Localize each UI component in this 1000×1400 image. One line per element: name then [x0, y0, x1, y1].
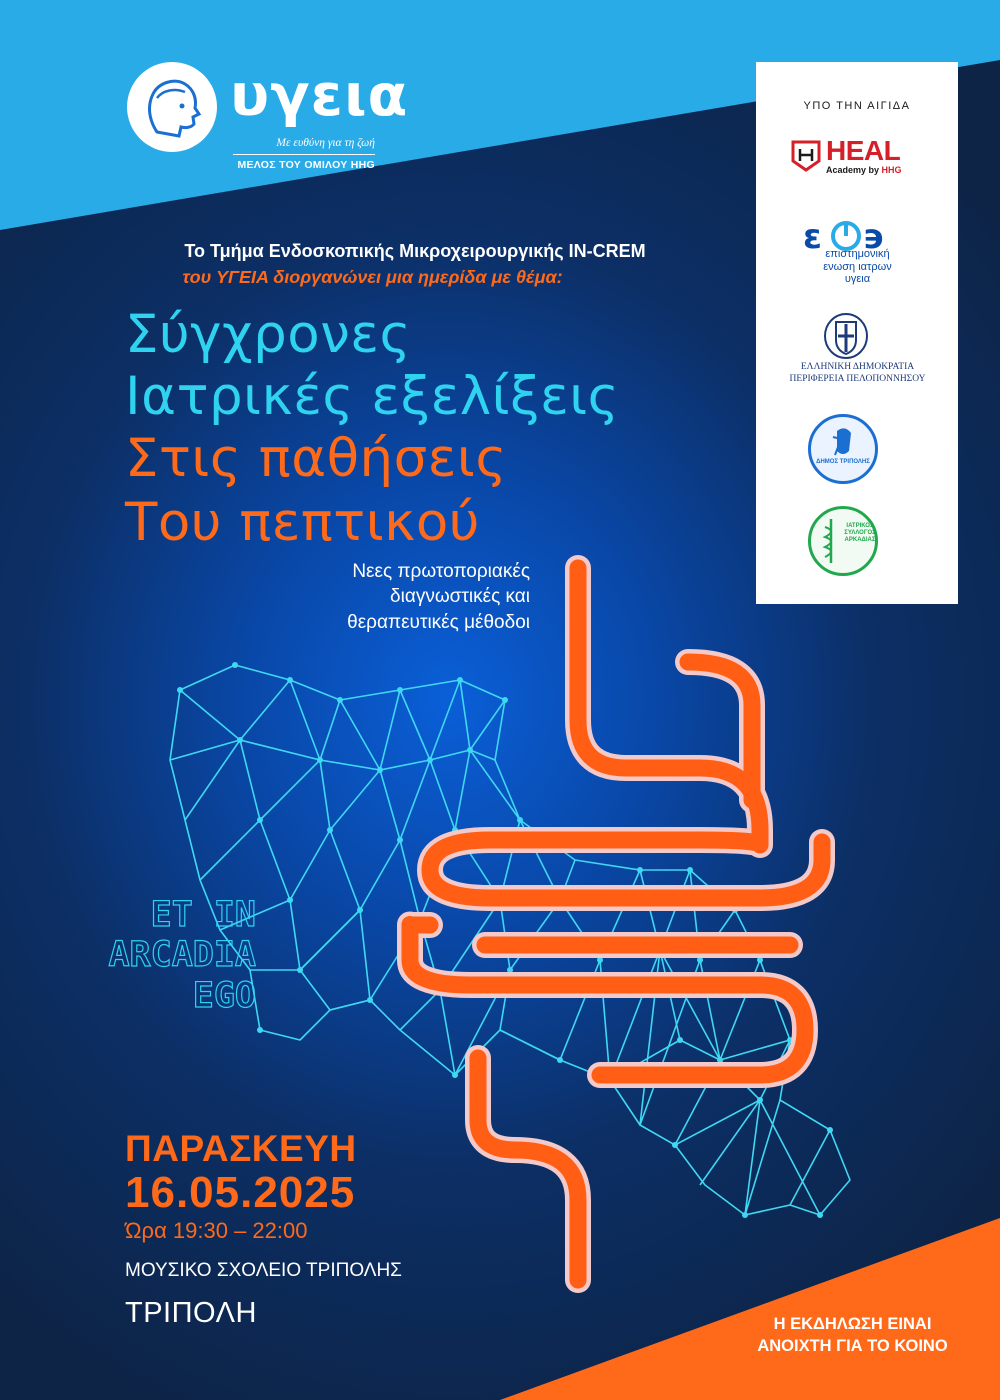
- heal-shield-icon: [790, 139, 822, 173]
- headline-line-3: Στις παθήσεις: [125, 428, 507, 489]
- headline-line-1: Σύγχρονες: [125, 304, 412, 365]
- subheadline: Νεες πρωτοποριακές διαγνωστικές και θεραπευτικές μέθοδοι: [347, 561, 530, 633]
- organizer-line: Το Τμήμα Ενδοσκοπικής Μικροχειρουργικής IN-CREM: [184, 241, 646, 261]
- event-announcement-line: του ΥΓΕΙΑ διοργανώνει μια ημερίδα με θέμα:: [182, 267, 563, 287]
- svg-text:϶: ϶: [863, 218, 885, 254]
- greek-republic-text: ΕΛΛΗΝΙΚΗ ΔΗΜΟΚΡΑΤΙΑ ΠΕΡΙΦΕΡΕΙΑ ΠΕΛΟΠΟΝΝΗΣΟΥ: [789, 362, 926, 384]
- event-day: ΠΑΡΑΣΚΕΥΗ: [125, 1128, 357, 1169]
- event-time: Ώρα 19:30 – 22:00: [125, 1218, 308, 1243]
- event-date: 16.05.2025: [125, 1168, 356, 1217]
- brand-member-text: ΜΕΛΟΣ ΤΟΥ ΟΜΙΛΟΥ HHG: [237, 159, 375, 171]
- medical-association-text: ΙΑΤΡΙΚΟΣ ΣΥΛΛΟΓΟΣ ΑΡΚΑΔΙΑΣ: [844, 523, 876, 543]
- heal-sub: Academy by HHG: [826, 165, 902, 175]
- eee-text: επιστημονική ενωση ιατρων υγεια: [823, 248, 892, 286]
- motto-text: ET IN ARCADIA EGO: [108, 895, 256, 1016]
- brand-divider: [233, 154, 375, 155]
- brand-tagline: Με ευθύνη για τη ζωή: [276, 137, 375, 149]
- heal-academy-logo: [790, 137, 910, 177]
- greek-coat-of-arms-icon: [822, 310, 870, 360]
- sponsor-heading: ΥΠΟ ΤΗΝ ΑΙΓΙΔΑ: [803, 100, 911, 112]
- hygeia-head-icon: [127, 62, 217, 152]
- headline-line-4: Του πεπτικού: [125, 492, 480, 553]
- event-venue: ΜΟΥΣΙΚΟ ΣΧΟΛΕΙΟ ΤΡΙΠΟΛΗΣ: [125, 1260, 402, 1281]
- logo-badge: [127, 62, 217, 152]
- open-event-notice: Η ΕΚΔΗΛΩΣΗ ΕΙΝΑΙ ΑΝΟΙΧΤΗ ΓΙΑ ΤΟ ΚΟΙΝΟ: [757, 1315, 948, 1356]
- svg-text:ε: ε: [803, 218, 822, 254]
- brand-name: υγεια: [230, 61, 409, 129]
- municipality-seal-icon: [808, 414, 878, 484]
- municipality-label: ΔΗΜΟΣ ΤΡΙΠΟΛΗΣ: [816, 459, 870, 465]
- headline-line-2: Ιατρικές εξελίξεις: [125, 366, 620, 427]
- event-city: ΤΡΙΠΟΛΗ: [125, 1297, 257, 1329]
- heal-name: HEAL: [826, 135, 901, 166]
